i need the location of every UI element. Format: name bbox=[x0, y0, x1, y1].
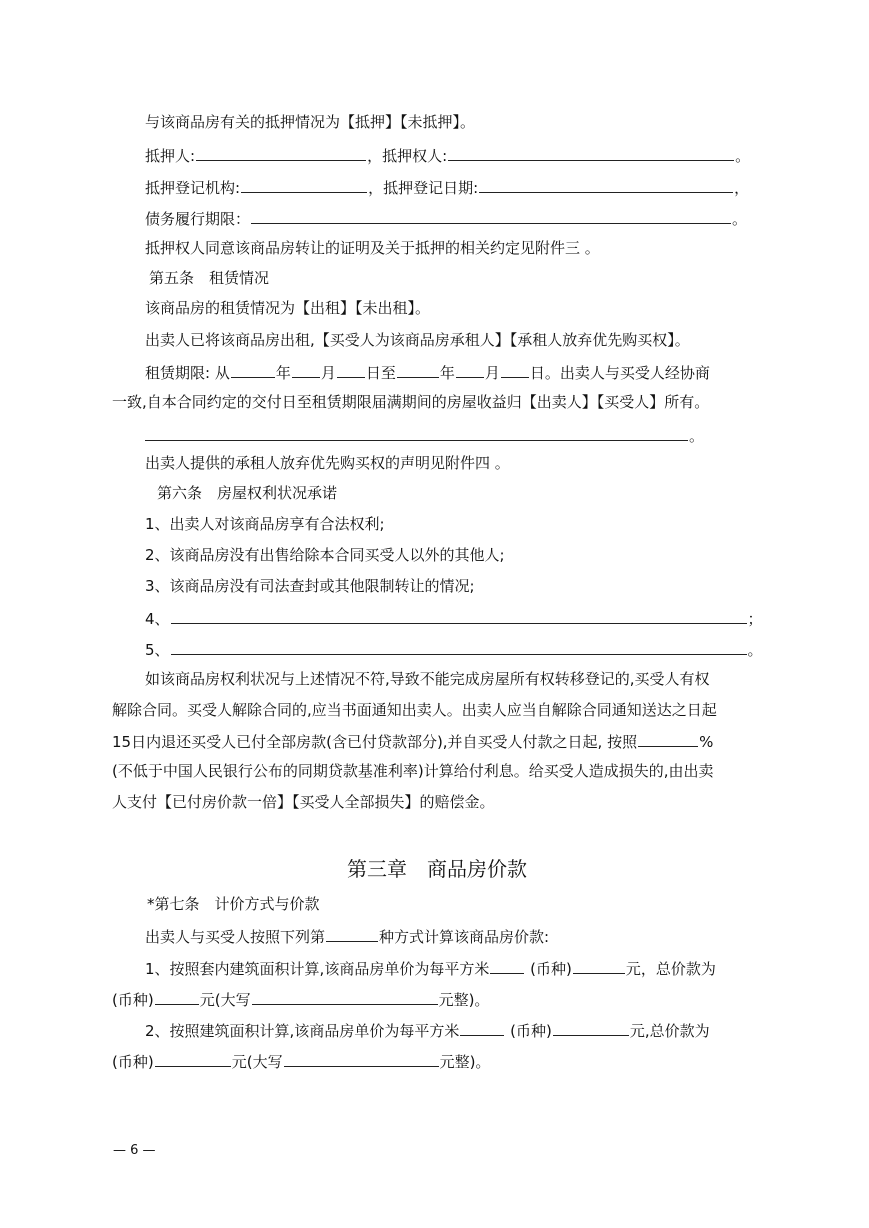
line-registration bbox=[145, 175, 749, 199]
article-7-heading bbox=[147, 893, 320, 915]
label: ，抵押登记日期: bbox=[368, 179, 479, 197]
label: 日至 bbox=[365, 364, 396, 382]
label: 年 bbox=[275, 364, 291, 382]
label: 元，总价款为 bbox=[625, 960, 716, 978]
line-waiver-statement bbox=[145, 452, 510, 474]
text: 一致,自本合同约定的交付日至租赁期限届满期间的房屋收益归【出卖人】【买受人】所有。 bbox=[112, 393, 710, 411]
page-number bbox=[113, 1140, 156, 1162]
label: 租赁期限: 从 bbox=[145, 364, 230, 382]
item-4-blank[interactable] bbox=[171, 606, 747, 624]
punct: 。 bbox=[735, 147, 751, 165]
line-lease-blank bbox=[145, 423, 704, 447]
total-price-words-blank[interactable] bbox=[284, 1049, 439, 1067]
line-lease-income bbox=[112, 391, 709, 413]
text: *第七条 计价方式与价款 bbox=[147, 895, 320, 913]
end-day-blank[interactable] bbox=[501, 360, 529, 378]
label: 5、 bbox=[145, 641, 170, 659]
article-6-heading bbox=[157, 482, 337, 504]
punct: 。 bbox=[732, 210, 748, 228]
lease-other-blank[interactable] bbox=[145, 423, 688, 441]
remedy-line-4 bbox=[112, 760, 713, 782]
label: 抵押人: bbox=[145, 147, 196, 165]
text: 出卖人提供的承租人放弃优先购买权的声明见附件四 。 bbox=[145, 454, 510, 472]
method-1-line-2 bbox=[112, 987, 489, 1011]
label: (币种) bbox=[112, 1053, 154, 1071]
text: 第五条 租赁情况 bbox=[149, 269, 270, 287]
text: 解除合同。买受人解除合同的,应当书面通知出卖人。出卖人应当自解除合同通知送达之日起 bbox=[112, 701, 717, 719]
registration-office-blank[interactable] bbox=[241, 175, 367, 193]
punct: ； bbox=[747, 610, 763, 628]
text: — 6 — bbox=[113, 1143, 156, 1158]
start-day-blank[interactable] bbox=[337, 360, 365, 378]
label: 种方式计算该商品房价款: bbox=[379, 928, 550, 946]
unit-price-blank[interactable] bbox=[490, 956, 524, 974]
label: ，抵押权人: bbox=[367, 147, 448, 165]
line-lease-status bbox=[145, 297, 430, 319]
method-2-line-1 bbox=[145, 1018, 710, 1042]
commitment-item-2 bbox=[145, 544, 505, 566]
line-debt-term bbox=[145, 206, 747, 230]
text: 日。出卖人与买受人经协商 bbox=[529, 364, 710, 382]
label: (币种) bbox=[530, 960, 572, 978]
label: 年 bbox=[439, 364, 455, 382]
label: 元(大写 bbox=[231, 1053, 283, 1071]
start-year-blank[interactable] bbox=[231, 360, 275, 378]
punct: % bbox=[699, 733, 714, 751]
label: 元整)。 bbox=[438, 991, 490, 1009]
item-5-blank[interactable] bbox=[171, 637, 747, 655]
label: 2、按照建筑面积计算,该商品房单价为每平方米 bbox=[145, 1022, 460, 1040]
end-month-blank[interactable] bbox=[456, 360, 484, 378]
method-2-line-2 bbox=[112, 1049, 490, 1073]
end-year-blank[interactable] bbox=[397, 360, 439, 378]
pricing-method-line bbox=[145, 924, 549, 948]
line-mortgage-status bbox=[145, 111, 475, 133]
unit-price-blank[interactable] bbox=[460, 1018, 504, 1036]
text: 如该商品房权利状况与上述情况不符,导致不能完成房屋所有权转移登记的,买受人有权 bbox=[145, 670, 710, 688]
remedy-line-2 bbox=[112, 699, 717, 721]
text: 抵押权人同意该商品房转让的证明及关于抵押的相关约定见附件三 。 bbox=[145, 239, 600, 257]
label: 月 bbox=[484, 364, 500, 382]
remedy-line-1 bbox=[145, 668, 710, 690]
remedy-line-3 bbox=[112, 729, 713, 753]
label: 债务履行期限： bbox=[145, 210, 251, 228]
commitment-item-3 bbox=[145, 575, 475, 597]
total-price-words-blank[interactable] bbox=[252, 987, 438, 1005]
debt-term-blank[interactable] bbox=[251, 206, 731, 224]
mortgagor-blank[interactable] bbox=[196, 143, 366, 161]
text: 15日内退还买受人已付全部房款(含已付贷款部分),并自买受人付款之日起, 按照 bbox=[112, 733, 638, 751]
label: 抵押登记机构: bbox=[145, 179, 241, 197]
commitment-item-1 bbox=[145, 513, 385, 535]
label: 元整)。 bbox=[439, 1053, 491, 1071]
mortgagee-blank[interactable] bbox=[448, 143, 734, 161]
text: 该商品房的租赁情况为【出租】【未出租】。 bbox=[145, 299, 431, 317]
label: 元,总价款为 bbox=[629, 1022, 710, 1040]
total-price-blank[interactable] bbox=[155, 1049, 231, 1067]
text: 出卖人已将该商品房出租,【买受人为该商品房承租人】【承租人放弃优先购买权】。 bbox=[145, 331, 690, 349]
text: 2、该商品房没有出售给除本合同买受人以外的其他人; bbox=[145, 546, 505, 564]
text: 第六条 房屋权利状况承诺 bbox=[157, 484, 338, 502]
remedy-line-5 bbox=[112, 791, 495, 813]
text: 人支付【已付房价款一倍】【买受人全部损失】的赔偿金。 bbox=[112, 793, 495, 811]
chapter-title bbox=[347, 856, 527, 882]
method-1-line-1 bbox=[145, 956, 716, 980]
text: 与该商品房有关的抵押情况为【抵押】【未抵押】。 bbox=[145, 113, 476, 131]
text: (不低于中国人民银行公布的同期贷款基准利率)计算给付利息。给买受人造成损失的,由出卖 bbox=[112, 762, 714, 780]
label: 元(大写 bbox=[199, 991, 251, 1009]
label: 1、按照套内建筑面积计算,该商品房单价为每平方米 bbox=[145, 960, 490, 978]
registration-date-blank[interactable] bbox=[479, 175, 733, 193]
label: (币种) bbox=[112, 991, 154, 1009]
punct: 。 bbox=[747, 641, 763, 659]
punct: 。 bbox=[689, 427, 705, 445]
label: 月 bbox=[320, 364, 336, 382]
total-price-blank[interactable] bbox=[155, 987, 199, 1005]
line-mortgagor bbox=[145, 143, 750, 167]
label: (币种) bbox=[510, 1022, 552, 1040]
text: 3、该商品房没有司法查封或其他限制转让的情况; bbox=[145, 577, 475, 595]
punct: ， bbox=[734, 179, 750, 197]
text: 第三章 商品房价款 bbox=[347, 857, 527, 881]
label: 出卖人与买受人按照下列第 bbox=[145, 928, 326, 946]
line-lease-term bbox=[145, 360, 710, 384]
commitment-item-5 bbox=[145, 637, 763, 661]
commitment-item-4 bbox=[145, 606, 763, 630]
article-5-heading bbox=[149, 267, 269, 289]
label: 4、 bbox=[145, 610, 170, 628]
line-leased-out bbox=[145, 329, 690, 351]
unit-price-amount-blank[interactable] bbox=[573, 956, 625, 974]
unit-price-amount-blank[interactable] bbox=[553, 1018, 629, 1036]
line-mortgagee-consent bbox=[145, 237, 600, 259]
method-number-blank[interactable] bbox=[326, 924, 378, 942]
start-month-blank[interactable] bbox=[292, 360, 320, 378]
text: 1、出卖人对该商品房享有合法权利; bbox=[145, 515, 385, 533]
interest-rate-blank[interactable] bbox=[638, 729, 698, 747]
